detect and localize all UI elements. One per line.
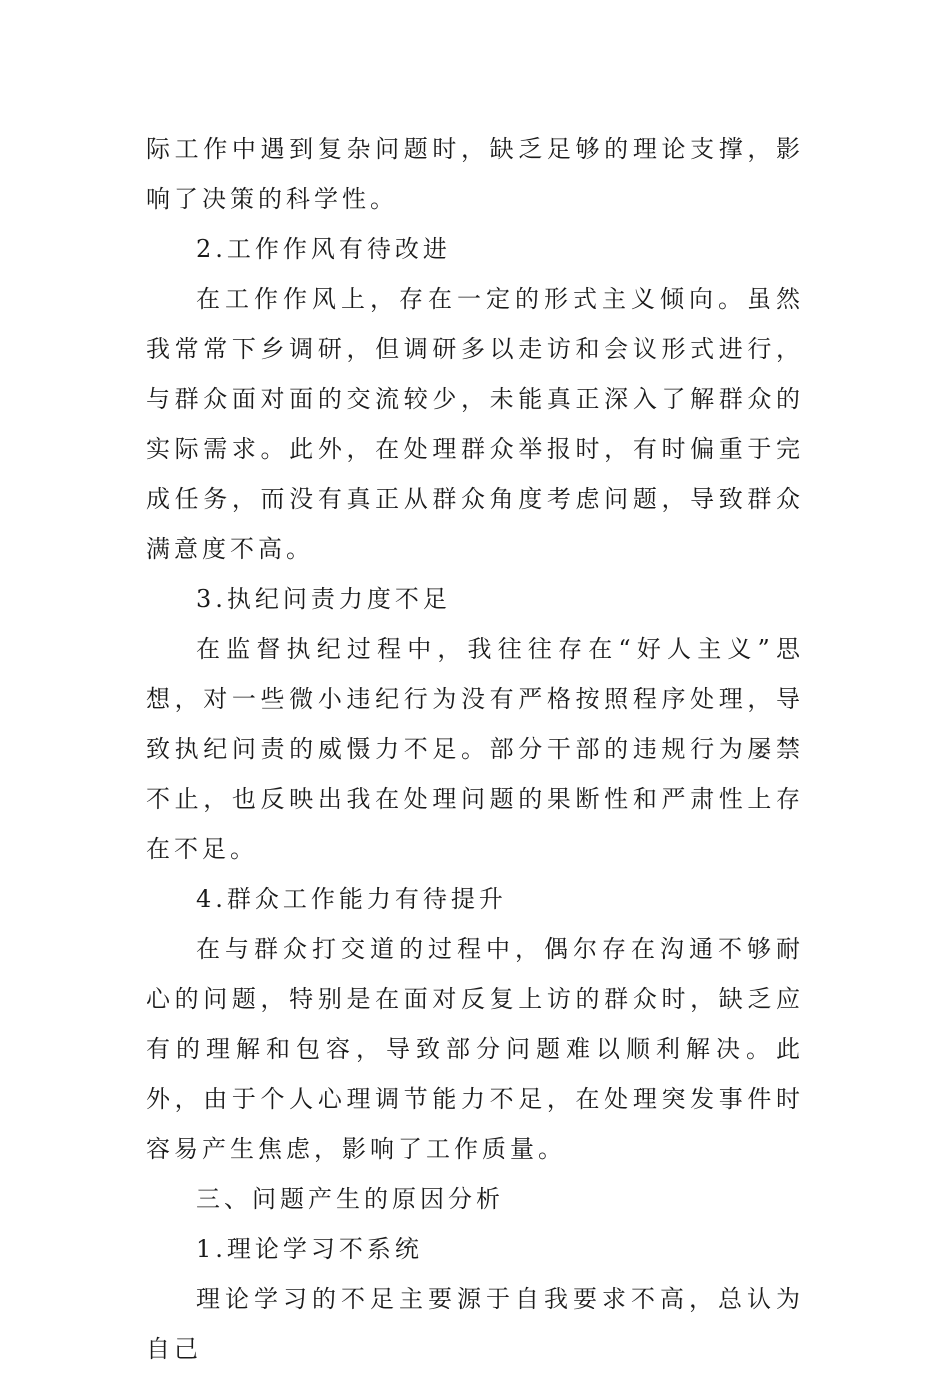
paragraph-discipline: 在监督执纪过程中，我往往存在“好人主义”思想，对一些微小违纪行为没有严格按照程序处理，导致执纪问责的威慑力不足。部分干部的违规行为屡禁不止，也反映出我在处理问题的果断性和严肃性上存在不足。 (146, 635, 804, 863)
section-heading-theory-study: 1.理论学习不系统 (196, 1235, 423, 1263)
section-heading-mass-work: 4.群众工作能力有待提升 (196, 885, 507, 913)
section-heading-work-style: 2.工作作风有待改进 (196, 235, 451, 263)
chapter-heading-cause-analysis: 三、问题产生的原因分析 (196, 1185, 504, 1213)
paragraph-mass-work: 在与群众打交道的过程中，偶尔存在沟通不够耐心的问题，特别是在面对反复上访的群众时，缺乏应有的理解和包容，导致部分问题难以顺利解决。此外，由于个人心理调节能力不足，在处理突发事件时容易产生焦虑，影响了工作质量。 (146, 935, 804, 1163)
document-body (146, 124, 804, 1374)
paragraph-continuation: 际工作中遇到复杂问题时，缺乏足够的理论支撑，影响了决策的科学性。 (146, 135, 804, 213)
section-heading-discipline: 3.执纪问责力度不足 (196, 585, 451, 613)
paragraph-theory-study: 理论学习的不足主要源于自我要求不高，总认为自己 (146, 1285, 804, 1363)
paragraph-work-style: 在工作作风上，存在一定的形式主义倾向。虽然我常常下乡调研，但调研多以走访和会议形式进行，与群众面对面的交流较少，未能真正深入了解群众的实际需求。此外，在处理群众举报时，有时偏重于完成任务，而没有真正从群众角度考虑问题，导致群众满意度不高。 (146, 285, 804, 563)
